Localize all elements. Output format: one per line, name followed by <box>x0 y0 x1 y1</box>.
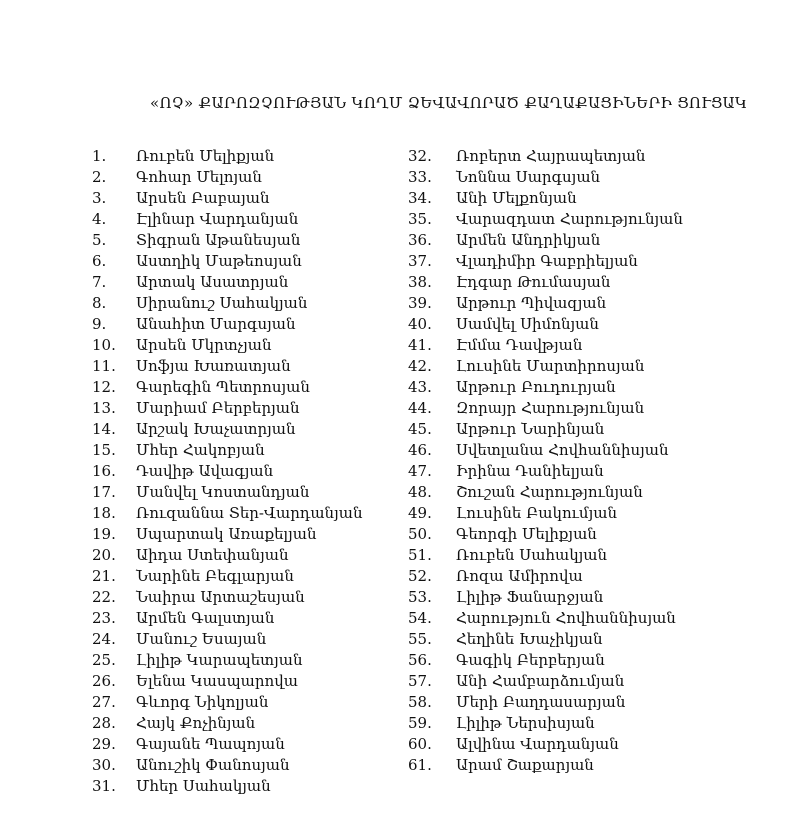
list-item <box>88 167 363 188</box>
list-item <box>88 629 363 650</box>
list-item <box>88 713 363 734</box>
page-title: «ՈՉ» ՔԱՐՈԶՉՈՒԹՅԱՆ ԿՈՂՄ ՁԵՎԱՎՈՐԱԾ ՔԱՂԱՔԱՑԻՆԵՐԻ ՑՈՒՑԱԿ <box>150 94 748 112</box>
item-number: 33. <box>408 168 432 186</box>
item-number: 9. <box>92 315 107 333</box>
citizen-name: Նաիրա Արտաշեսյան <box>136 588 305 606</box>
item-number: 1. <box>92 147 107 165</box>
list-item <box>88 566 363 587</box>
list-item <box>408 461 683 482</box>
item-number: 30. <box>92 756 116 774</box>
list-item <box>88 692 363 713</box>
list-item <box>408 566 683 587</box>
list-item <box>88 440 363 461</box>
citizen-name: Գագիկ Բերբերյան <box>456 651 605 669</box>
citizen-name: Հայկ Քոչինյան <box>136 714 256 732</box>
list-item <box>88 482 363 503</box>
list-item <box>88 734 363 755</box>
citizen-name: Արթուր Նարինյան <box>456 420 605 438</box>
item-number: 25. <box>92 651 116 669</box>
list-item <box>88 335 363 356</box>
item-number: 23. <box>92 609 116 627</box>
item-number: 50. <box>408 525 432 543</box>
citizen-name: Տիգրան Աթանեսյան <box>136 231 301 249</box>
citizen-name: Մհեր Հակոբյան <box>136 441 265 459</box>
citizen-list-right <box>408 146 683 776</box>
citizen-name: Աիդա Ստեփանյան <box>136 546 289 564</box>
citizen-name: Մանվել Կոստանդյան <box>136 483 310 501</box>
list-item <box>88 209 363 230</box>
list-item <box>408 272 683 293</box>
citizen-name: Նոննա Սարգսյան <box>456 168 601 186</box>
list-item <box>408 440 683 461</box>
item-number: 10. <box>92 336 116 354</box>
list-item <box>88 524 363 545</box>
item-number: 11. <box>92 357 116 375</box>
citizen-name: Արամ Շաքարյան <box>456 756 594 774</box>
citizen-name: Լիլիթ Ներսիսյան <box>456 714 595 732</box>
citizen-name: Նարինե Բեգլարյան <box>136 567 294 585</box>
citizen-name: Զորայր Հարությունյան <box>456 399 645 417</box>
list-item <box>408 524 683 545</box>
item-number: 3. <box>92 189 107 207</box>
item-number: 43. <box>408 378 432 396</box>
list-item <box>408 587 683 608</box>
citizen-name: Էլինար Վարդանյան <box>136 210 299 228</box>
citizen-name: Գոհար Մելոյան <box>136 168 262 186</box>
citizen-name: Իրինա Դանիելյան <box>456 462 604 480</box>
citizen-name: Մարիամ Բերբերյան <box>136 399 300 417</box>
list-item <box>88 650 363 671</box>
list-item <box>408 188 683 209</box>
list-item <box>408 503 683 524</box>
list-item <box>408 146 683 167</box>
item-number: 7. <box>92 273 107 291</box>
citizen-name: Արսեն Մկրտչյան <box>136 336 272 354</box>
item-number: 47. <box>408 462 432 480</box>
item-number: 57. <box>408 672 432 690</box>
list-item <box>408 734 683 755</box>
item-number: 24. <box>92 630 116 648</box>
citizen-name: Գևորգ Նիկոլյան <box>136 693 269 711</box>
item-number: 41. <box>408 336 432 354</box>
list-item <box>408 335 683 356</box>
list-item <box>408 251 683 272</box>
item-number: 27. <box>92 693 116 711</box>
list-item <box>88 377 363 398</box>
citizen-name: Գարեգին Պետրոսյան <box>136 378 310 396</box>
citizen-name: Գայանե Պապոյան <box>136 735 285 753</box>
item-number: 55. <box>408 630 432 648</box>
citizen-name: Սպարտակ Առաքելյան <box>136 525 317 543</box>
list-item <box>88 755 363 776</box>
citizen-name: Արթուր Պիվազյան <box>456 294 607 312</box>
list-item <box>88 251 363 272</box>
item-number: 44. <box>408 399 432 417</box>
citizen-list-left <box>88 146 363 797</box>
item-number: 34. <box>408 189 432 207</box>
citizen-name: Դավիթ Ավագյան <box>136 462 274 480</box>
citizen-name: Անահիտ Մարգսյան <box>136 315 296 333</box>
list-item <box>88 146 363 167</box>
item-number: 16. <box>92 462 116 480</box>
item-number: 40. <box>408 315 432 333</box>
item-number: 42. <box>408 357 432 375</box>
citizen-name: Ռուբեն Սահակյան <box>456 546 608 564</box>
item-number: 28. <box>92 714 116 732</box>
list-item <box>408 167 683 188</box>
item-number: 12. <box>92 378 116 396</box>
list-item <box>88 356 363 377</box>
item-number: 19. <box>92 525 116 543</box>
list-item <box>408 314 683 335</box>
list-item <box>88 587 363 608</box>
list-item <box>408 713 683 734</box>
citizen-name: Հարություն Հովհաննիսյան <box>456 609 676 627</box>
list-item <box>408 356 683 377</box>
item-number: 15. <box>92 441 116 459</box>
item-number: 14. <box>92 420 116 438</box>
item-number: 20. <box>92 546 116 564</box>
item-number: 58. <box>408 693 432 711</box>
citizen-name: Ալվինա Վարդանյան <box>456 735 619 753</box>
list-item <box>88 461 363 482</box>
item-number: 22. <box>92 588 116 606</box>
item-number: 53. <box>408 588 432 606</box>
item-number: 6. <box>92 252 107 270</box>
list-item <box>88 188 363 209</box>
item-number: 31. <box>92 777 116 795</box>
citizen-name: Գեորգի Մելիքյան <box>456 525 597 543</box>
citizen-name: Ռոբերտ Հայրապետյան <box>456 147 646 165</box>
item-number: 29. <box>92 735 116 753</box>
citizen-name: Աստղիկ Մաթեոսյան <box>136 252 302 270</box>
item-number: 5. <box>92 231 107 249</box>
item-number: 8. <box>92 294 107 312</box>
list-item <box>88 314 363 335</box>
citizen-name: Արմեն Անդրիկյան <box>456 231 601 249</box>
item-number: 48. <box>408 483 432 501</box>
citizen-name: Արշակ Խաչատրյան <box>136 420 296 438</box>
item-number: 18. <box>92 504 116 522</box>
item-number: 51. <box>408 546 432 564</box>
list-item <box>88 272 363 293</box>
item-number: 52. <box>408 567 432 585</box>
list-item <box>408 608 683 629</box>
list-item <box>88 545 363 566</box>
item-number: 36. <box>408 231 432 249</box>
list-item <box>408 545 683 566</box>
list-item <box>408 398 683 419</box>
citizen-name: Վարազդատ Հարությունյան <box>456 210 683 228</box>
list-item <box>408 482 683 503</box>
item-number: 2. <box>92 168 107 186</box>
citizen-name: Սոֆյա Խառատյան <box>136 357 291 375</box>
citizen-name: Հեղինե Խաչիկյան <box>456 630 603 648</box>
citizen-name: Լուսինե Մարտիրոսյան <box>456 357 645 375</box>
citizen-name: Վլադիմիր Գաբրիելյան <box>456 252 638 270</box>
list-item <box>408 377 683 398</box>
list-item <box>408 419 683 440</box>
item-number: 21. <box>92 567 116 585</box>
item-number: 45. <box>408 420 432 438</box>
citizen-name: Սամվել Սիմոնյան <box>456 315 599 333</box>
list-item <box>408 650 683 671</box>
citizen-name: Շուշան Հարությունյան <box>456 483 643 501</box>
list-item <box>88 608 363 629</box>
citizen-name: Անի Մելքոնյան <box>456 189 577 207</box>
item-number: 26. <box>92 672 116 690</box>
citizen-name: Ռուբեն Մելիքյան <box>136 147 275 165</box>
list-item <box>88 293 363 314</box>
item-number: 60. <box>408 735 432 753</box>
item-number: 37. <box>408 252 432 270</box>
list-item <box>88 230 363 251</box>
item-number: 56. <box>408 651 432 669</box>
item-number: 54. <box>408 609 432 627</box>
item-number: 4. <box>92 210 107 228</box>
citizen-name: Ելենա Կասպարովա <box>136 672 298 690</box>
list-item <box>408 671 683 692</box>
list-item <box>408 629 683 650</box>
list-item <box>408 293 683 314</box>
item-number: 32. <box>408 147 432 165</box>
citizen-name: Սիրանուշ Սահակյան <box>136 294 308 312</box>
citizen-name: Արթուր Բուդուրյան <box>456 378 616 396</box>
list-item <box>88 503 363 524</box>
item-number: 35. <box>408 210 432 228</box>
citizen-name: Ռուզաննա Տեր-Վարդանյան <box>136 504 363 522</box>
citizen-name: Լիլիթ Կարապետյան <box>136 651 303 669</box>
list-item <box>88 776 363 797</box>
list-item <box>88 671 363 692</box>
citizen-name: Լուսինե Բակումյան <box>456 504 617 522</box>
citizen-name: Էդգար Թումասյան <box>456 273 611 291</box>
item-number: 59. <box>408 714 432 732</box>
list-item <box>408 755 683 776</box>
item-number: 61. <box>408 756 432 774</box>
citizen-name: Մերի Բաղդասարյան <box>456 693 626 711</box>
item-number: 17. <box>92 483 116 501</box>
list-item <box>408 230 683 251</box>
citizen-name: Արտակ Ասատրյան <box>136 273 289 291</box>
citizen-name: Անի Համբարձումյան <box>456 672 625 690</box>
list-item <box>88 398 363 419</box>
item-number: 38. <box>408 273 432 291</box>
list-item <box>88 419 363 440</box>
item-number: 13. <box>92 399 116 417</box>
item-number: 49. <box>408 504 432 522</box>
citizen-name: Ռոզա Ամիրովա <box>456 567 583 585</box>
list-item <box>408 692 683 713</box>
list-item <box>408 209 683 230</box>
item-number: 46. <box>408 441 432 459</box>
citizen-name: Սվետլանա Հովհաննիսյան <box>456 441 669 459</box>
citizen-name: Անուշիկ Փանոսյան <box>136 756 290 774</box>
citizen-name: Մանուշ Եսայան <box>136 630 267 648</box>
citizen-name: Լիլիթ Ֆանարջյան <box>456 588 604 606</box>
item-number: 39. <box>408 294 432 312</box>
citizen-name: Մհեր Սահակյան <box>136 777 271 795</box>
citizen-name: Էմմա Դավթյան <box>456 336 583 354</box>
citizen-name: Արսեն Բաբայան <box>136 189 270 207</box>
citizen-name: Արմեն Գալստյան <box>136 609 275 627</box>
